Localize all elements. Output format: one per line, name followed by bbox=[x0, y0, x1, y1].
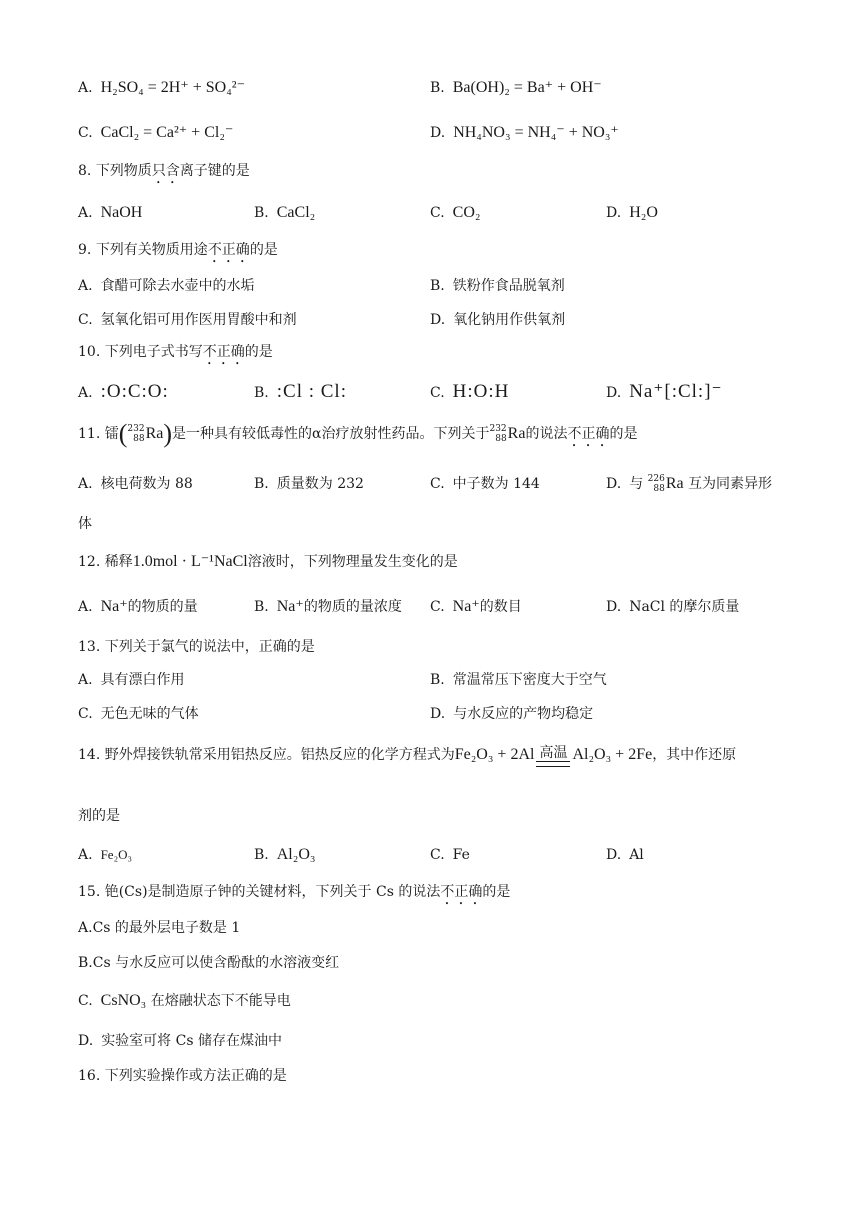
q14-reactants: Fe₂O₃ + 2Al bbox=[454, 746, 535, 763]
q10-stem: 10. 下列电子式书写不正确的是 bbox=[78, 344, 273, 360]
q10-emphasis: 不正确 bbox=[202, 344, 245, 360]
q16-stem: 16. 下列实验操作或方法正确的是 bbox=[78, 1068, 287, 1084]
q8-option-b[interactable]: B. CaCl₂ bbox=[254, 204, 316, 221]
q10-option-b[interactable]: B. :Cl : Cl: bbox=[254, 381, 347, 402]
q13-option-d[interactable]: D. 与水反应的产物均稳定 bbox=[430, 706, 594, 722]
q9-option-d[interactable]: D. 氧化钠用作供氧剂 bbox=[430, 312, 566, 328]
q11-stem: 11. 镭( 232 88 Ra )是一种具有较低毒性的α治疗放射性药品。下列关于 232 88 Ra 的说法不正确的是 bbox=[78, 419, 638, 448]
q15-option-d[interactable]: D. 实验室可将 Cs 储存在煤油中 bbox=[78, 1033, 282, 1049]
q9-option-c[interactable]: C. 氢氧化铝可用作医用胃酸中和剂 bbox=[78, 312, 297, 328]
q8-option-a[interactable]: A. NaOH bbox=[78, 204, 143, 221]
q9-emphasis: 不正确 bbox=[207, 242, 250, 258]
q7-option-a-formula: H₂SO₄ = 2H⁺ + SO₄²⁻ bbox=[100, 79, 246, 96]
lewis-cl2: :Cl : Cl: bbox=[276, 381, 347, 402]
q12-stem: 12. 稀释1.0mol · L⁻¹NaCl溶液时，下列物理量发生变化的是 bbox=[78, 553, 458, 570]
lewis-nacl: Na⁺[:Cl:]⁻ bbox=[629, 381, 723, 402]
q8-option-d[interactable]: D. H₂O bbox=[606, 204, 658, 221]
q11-option-b[interactable]: B. 质量数为 232 bbox=[254, 476, 364, 492]
q12-option-d[interactable]: D. NaCl 的摩尔质量 bbox=[606, 599, 740, 615]
ra226-isotope-symbol: 226 88 Ra bbox=[647, 474, 684, 494]
q7-option-b-formula: Ba(OH)₂ = Ba⁺ + OH⁻ bbox=[452, 79, 602, 96]
q9-option-b[interactable]: B. 铁粉作食品脱氧剂 bbox=[430, 278, 565, 294]
q13-option-b[interactable]: B. 常温常压下密度大于空气 bbox=[430, 672, 607, 688]
q11-option-d[interactable]: D. 与 226 88 Ra 互为同素异形 bbox=[606, 474, 773, 494]
q12-option-c[interactable]: C. Na⁺的数目 bbox=[430, 598, 522, 615]
lewis-co2: :O:C:O: bbox=[100, 381, 169, 402]
q7-option-b[interactable]: B. Ba(OH)₂ = Ba⁺ + OH⁻ bbox=[430, 79, 602, 96]
q12-option-a[interactable]: A. Na⁺的物质的量 bbox=[78, 598, 198, 615]
q15-stem: 15. 铯(Cs)是制造原子钟的关键材料，下列关于 Cs 的说法不正确的是 bbox=[78, 884, 511, 900]
q9-option-a[interactable]: A. 食醋可除去水壶中的水垢 bbox=[78, 278, 255, 294]
reaction-condition-arrow: 高温 bbox=[536, 745, 570, 772]
q10-option-a[interactable]: A. :O:C:O: bbox=[78, 381, 169, 402]
q14-option-b[interactable]: B. Al₂O₃ bbox=[254, 846, 316, 863]
q7-option-a[interactable]: A. H₂SO₄ = 2H⁺ + SO₄²⁻ bbox=[78, 79, 246, 96]
q12-formula: 1.0mol · L⁻¹NaCl bbox=[132, 553, 248, 570]
q7-option-c-formula: CaCl₂ = Ca²⁺ + Cl₂⁻ bbox=[100, 124, 234, 141]
q11-emphasis: 不正确 bbox=[567, 426, 610, 442]
q15-option-a[interactable]: A.Cs 的最外层电子数是 1 bbox=[78, 920, 241, 936]
q14-option-c[interactable]: C. Fe bbox=[430, 847, 470, 863]
q14-option-a[interactable]: A. Fe₂O₃ bbox=[78, 847, 133, 863]
q10-option-c[interactable]: C. H:O:H bbox=[430, 381, 510, 402]
q15-emphasis: 不正确 bbox=[440, 884, 483, 900]
q9-stem: 9. 下列有关物质用途不正确的是 bbox=[78, 242, 278, 258]
lewis-h2o: H:O:H bbox=[452, 381, 510, 402]
q13-stem: 13. 下列关于氯气的说法中，正确的是 bbox=[78, 639, 315, 655]
ra-isotope-symbol-2: 232 88 Ra bbox=[489, 424, 526, 444]
q11-option-a[interactable]: A. 核电荷数为 88 bbox=[78, 476, 193, 492]
ra-isotope-symbol: 232 88 Ra bbox=[127, 424, 164, 444]
q14-option-d[interactable]: D. Al bbox=[606, 847, 644, 863]
q13-option-c[interactable]: C. 无色无味的气体 bbox=[78, 706, 199, 722]
q8-stem: 8. 下列物质只含离子键的是 bbox=[78, 163, 250, 179]
q14-stem: 14. 野外焊接铁轨常采用铝热反应。铝热反应的化学方程式为Fe₂O₃ + 2Al 高温 Al₂O₃ + 2Fe，其中作还原 bbox=[78, 738, 736, 772]
q8-option-c[interactable]: C. CO₂ bbox=[430, 204, 481, 221]
q11-option-d-wrap: 体 bbox=[78, 516, 92, 532]
q7-option-d-formula: NH₄NO₃ = NH₄⁻ + NO₃⁺ bbox=[453, 124, 619, 141]
q14-stem-wrap: 剂的是 bbox=[78, 808, 120, 824]
q15-option-b[interactable]: B.Cs 与水反应可以使含酚酞的水溶液变红 bbox=[78, 955, 340, 971]
q11-option-c[interactable]: C. 中子数为 144 bbox=[430, 476, 540, 492]
q15-option-c[interactable]: C. CsNO₃ 在熔融状态下不能导电 bbox=[78, 992, 291, 1009]
q14-products: Al₂O₃ + 2Fe bbox=[572, 746, 653, 763]
q8-emphasis: 只含 bbox=[151, 163, 180, 179]
q7-option-d[interactable]: D. NH₄NO₃ = NH₄⁻ + NO₃⁺ bbox=[430, 124, 619, 141]
q7-option-c[interactable]: C. CaCl₂ = Ca²⁺ + Cl₂⁻ bbox=[78, 124, 234, 141]
q13-option-a[interactable]: A. 具有漂白作用 bbox=[78, 672, 185, 688]
q12-option-b[interactable]: B. Na⁺的物质的量浓度 bbox=[254, 598, 402, 615]
q10-option-d[interactable]: D. Na⁺[:Cl:]⁻ bbox=[606, 381, 723, 402]
